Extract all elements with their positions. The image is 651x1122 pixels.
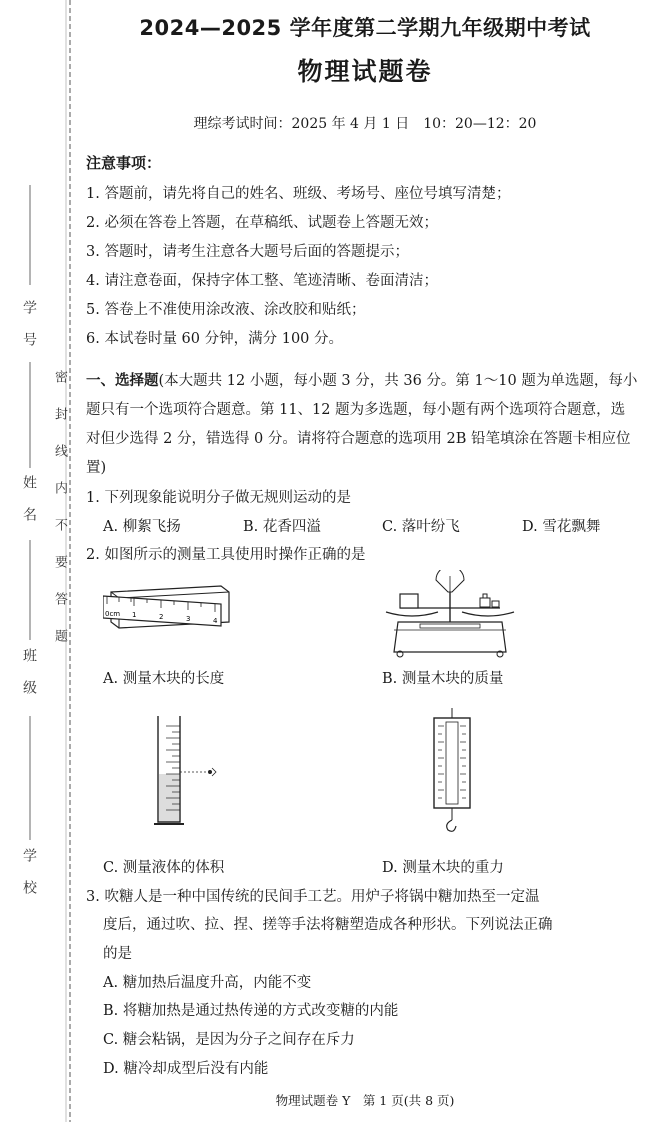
spring-scale-figure xyxy=(428,708,476,838)
q3-option-c: C. 糖会粘锅，是因为分子之间存在斥力 xyxy=(103,1032,355,1048)
ruler-label-4: 4 xyxy=(213,617,218,625)
section-1-intro xyxy=(86,367,638,483)
ruler-label-1: 1 xyxy=(132,611,137,619)
ruler-label-2: 2 xyxy=(159,613,164,621)
exam-title: 2024—2025 学年度第二学期九年级期中考试 xyxy=(139,16,591,40)
note-item: 2. 必须在答卷上答题，在草稿纸、试题卷上答题无效； xyxy=(86,215,438,231)
section-heading: 一、选择题 xyxy=(86,373,159,389)
seal-line-text: 密封线内不要答题 xyxy=(52,370,67,666)
school-label: 学校 xyxy=(21,848,37,912)
q2-option-c: C. 测量液体的体积 xyxy=(103,860,225,876)
ruler-label-0: 0cm xyxy=(105,610,121,618)
notes-list xyxy=(86,180,636,354)
q1-option-b: B. 花香四溢 xyxy=(243,519,321,535)
note-item: 4. 请注意卷面，保持字体工整、笔迹清晰、卷面清洁； xyxy=(86,273,438,289)
ruler-label-3: 3 xyxy=(186,615,191,623)
binding-margin xyxy=(0,0,80,1122)
exam-time: 理综考试时间：2025 年 4 月 1 日 10：20—12：20 xyxy=(193,116,537,132)
note-item: 5. 答卷上不准使用涂改液、涂改胶和贴纸； xyxy=(86,302,366,318)
q2-option-b: B. 测量木块的质量 xyxy=(382,671,504,687)
balance-figure xyxy=(380,570,520,658)
student-no-label: 学号 xyxy=(21,300,37,364)
q1-option-c: C. 落叶纷飞 xyxy=(382,519,460,535)
question-3-stem-line-3: 的是 xyxy=(103,946,132,962)
question-3-stem-line-1: 3. 吹糖人是一种中国传统的民间手工艺。用炉子将锅中糖加热至一定温 xyxy=(86,889,540,905)
page-footer: 物理试题卷 Y 第 1 页(共 8 页) xyxy=(275,1093,455,1108)
question-2-stem: 2. 如图所示的测量工具使用时操作正确的是 xyxy=(86,547,366,563)
question-3-stem-line-2: 度后，通过吹、拉、捏、搓等手法将糖塑造成各种形状。下列说法正确 xyxy=(103,917,553,933)
note-item: 1. 答题前，请先将自己的姓名、班级、考场号、座位号填写清楚； xyxy=(86,186,511,202)
paper-subtitle: 物理试题卷 xyxy=(297,57,433,86)
name-label: 姓名 xyxy=(21,475,37,539)
question-1-stem: 1. 下列现象能说明分子做无规则运动的是 xyxy=(86,490,351,506)
q2-option-a: A. 测量木块的长度 xyxy=(103,671,225,687)
section-description: (本大题共 12 小题，每小题 3 分，共 36 分。第 1～10 题为单选题，每小题只有一个选项符合题意。第 11、12 题为多选题，每小题有两个选项符合题意，选对但少选得 2 分，错选得 0 分。请将符合题意的选项用 2B 铅笔填涂在答题卡相应位置) xyxy=(86,373,638,476)
graduated-cylinder-figure xyxy=(150,712,220,832)
q3-option-a: A. 糖加热后温度升高，内能不变 xyxy=(103,975,312,991)
q1-option-d: D. 雪花飘舞 xyxy=(522,519,601,535)
q3-option-d: D. 糖冷却成型后没有内能 xyxy=(103,1061,269,1077)
q1-option-a: A. 柳絮飞扬 xyxy=(103,519,181,535)
notes-title: 注意事项： xyxy=(86,154,162,172)
note-item: 3. 答题时，请考生注意各大题号后面的答题提示； xyxy=(86,244,409,260)
q3-option-b: B. 将糖加热是通过热传递的方式改变糖的内能 xyxy=(103,1003,399,1019)
ruler-figure xyxy=(103,582,238,644)
class-label: 班级 xyxy=(21,648,37,712)
note-item: 6. 本试卷时量 60 分钟，满分 100 分。 xyxy=(86,331,344,347)
q2-option-d: D. 测量木块的重力 xyxy=(382,860,504,876)
